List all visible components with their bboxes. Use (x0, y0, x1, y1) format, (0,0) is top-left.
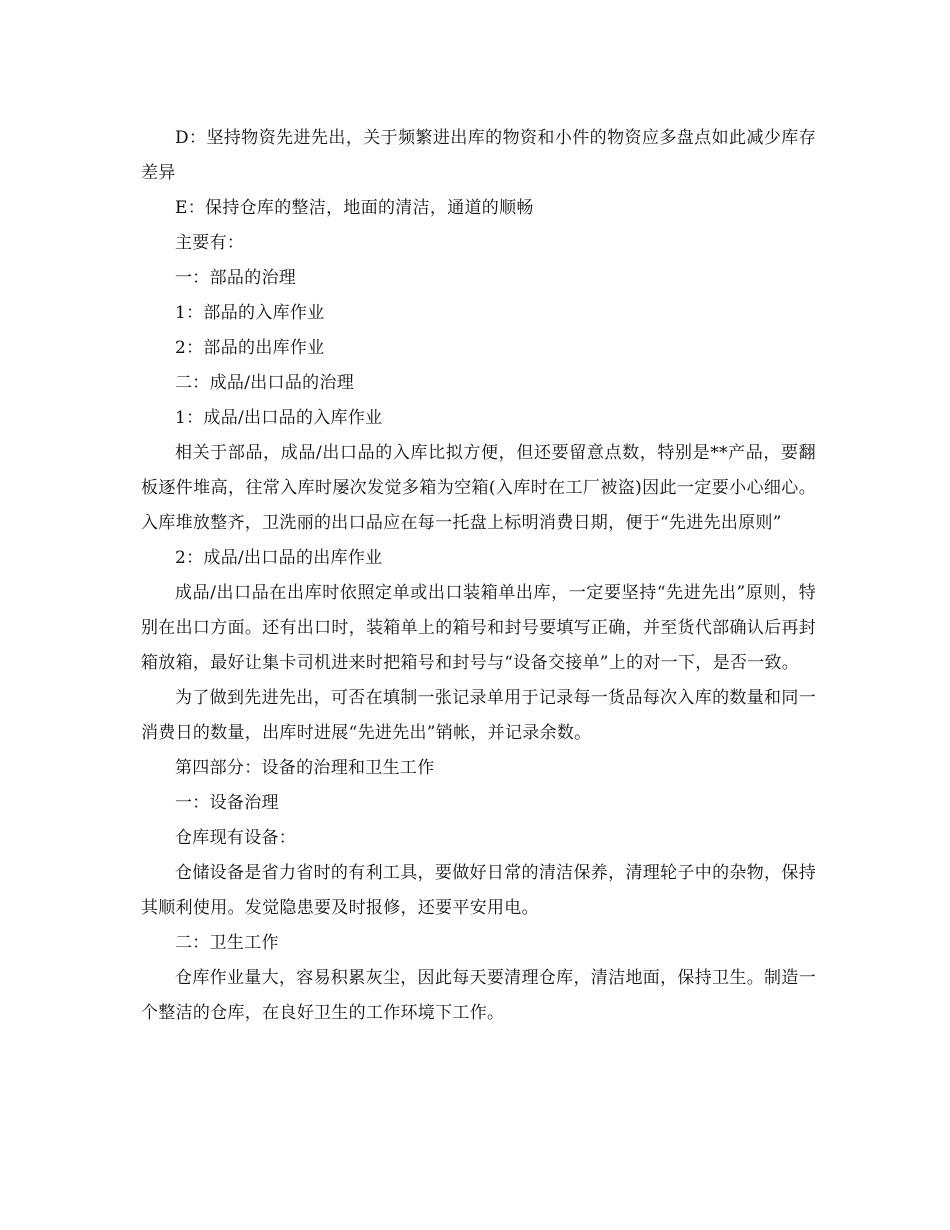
heading-finished-goods-management: 二：成品/出口品的治理 (175, 373, 355, 393)
heading-equipment-management: 一：设备治理 (175, 793, 279, 813)
subheading-parts-inbound: 1：部品的入库作业 (175, 303, 325, 323)
paragraph-main-items: 主要有： (175, 233, 245, 253)
heading-parts-management: 一：部品的治理 (175, 268, 297, 288)
paragraph-current-equipment: 仓库现有设备： (175, 828, 297, 848)
paragraph-equipment-maintenance: 仓储设备是省力省时的有利工具，要做好日常的清洁保养，清理轮子中的杂物，保持其顺利使用。发觉隐患要及时报修，还要平安用电。 (141, 863, 816, 918)
subheading-finished-goods-outbound: 2：成品/出口品的出库作业 (175, 548, 383, 568)
paragraph-finished-goods-inbound: 相关于部品，成品/出口品的入库比拟方便，但还要留意点数，特别是**产品，要翻板逐件堆高，往常入库时屡次发觉多箱为空箱(入库时在工厂被盗)因此一定要小心细心。入库堆放整齐，卫洗丽的出口品应在每一托盘上标明消费日期，便于“先进先出原则” (141, 443, 816, 533)
document-body (141, 121, 816, 1031)
paragraph-fifo-record: 为了做到先进先出，可否在填制一张记录单用于记录每一货品每次入库的数量和同一消费日的数量，出库时进展“先进先出”销帐，并记录余数。 (141, 688, 816, 743)
heading-hygiene-work: 二：卫生工作 (175, 933, 279, 953)
heading-part-four: 第四部分：设备的治理和卫生工作 (175, 758, 435, 778)
paragraph-storage-rule-d: D：坚持物资先进先出，关于频繁进出库的物资和小件的物资应多盘点如此减少库存差异 (141, 128, 816, 183)
paragraph-finished-goods-outbound: 成品/出口品在出库时依照定单或出口装箱单出库，一定要坚持“先进先出”原则，特别在出口方面。还有出口时，装箱单上的箱号和封号要填写正确，并至货代部确认后再封箱放箱，最好让集卡司机进来时把箱号和封号与“设备交接单”上的对一下，是否一致。 (141, 583, 816, 673)
paragraph-hygiene-work: 仓库作业量大，容易积累灰尘，因此每天要清理仓库，清洁地面，保持卫生。制造一个整洁的仓库，在良好卫生的工作环境下工作。 (141, 968, 816, 1023)
paragraph-storage-rule-e: E：保持仓库的整洁，地面的清洁，通道的顺畅 (175, 198, 534, 218)
subheading-finished-goods-inbound: 1：成品/出口品的入库作业 (175, 408, 383, 428)
subheading-parts-outbound: 2：部品的出库作业 (175, 338, 325, 358)
